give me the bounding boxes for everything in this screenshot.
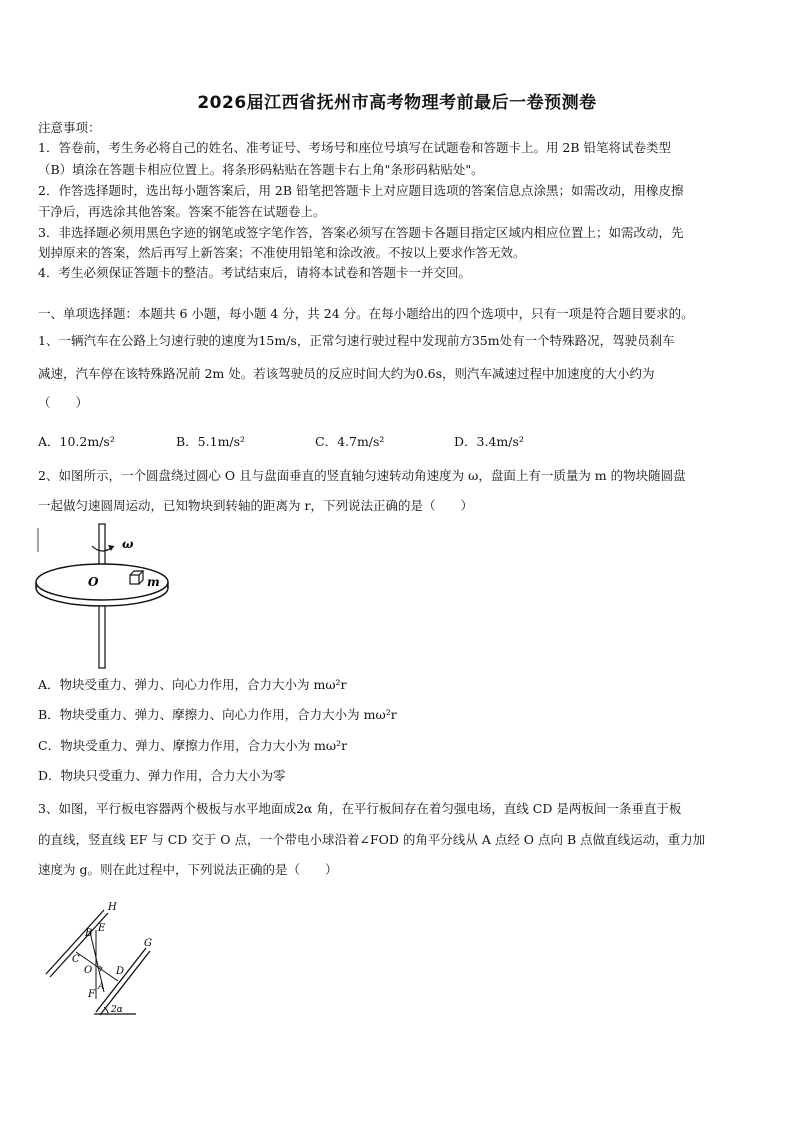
cd-line — [76, 952, 118, 981]
label-angle: 2α — [111, 1005, 123, 1015]
q1-option-d: D．3.4m/s² — [454, 434, 524, 449]
label-o: O — [84, 965, 93, 976]
notice-line: 4．考生必须保证答题卡的整洁。考试结束后，请将本试卷和答题卡一并交回。 — [38, 265, 471, 280]
axle-bottom — [99, 606, 105, 668]
angle-arc — [104, 1007, 108, 1014]
notice-line: 划掉原来的答案，然后再写上新答案；不准使用铅笔和涂改液。不按以上要求作答无效。 — [38, 245, 526, 260]
q2-option-d: D．物块只受重力、弹力作用，合力大小为零 — [38, 768, 286, 783]
label-e: E — [98, 923, 106, 934]
capacitor-figure — [38, 896, 168, 1021]
q3-text: 3、如图，平行板电容器两个极板与水平地面成2α 角，在平行板间存在着匀强电场，直线 CD 是两板间一条垂直于板 — [38, 801, 682, 816]
q2-option-b: B．物块受重力、弹力、摩擦力、向心力作用，合力大小为 mω²r — [38, 707, 397, 722]
notice-line: 干净后，再选涂其他答案。答案不能答在试题卷上。 — [38, 204, 326, 219]
q2-text: 一起做匀速圆周运动，已知物块到转轴的距离为 r，下列说法正确的是（ ） — [38, 498, 473, 513]
q1-option-b: B．5.1m/s² — [176, 434, 246, 449]
mass-label: m — [147, 575, 160, 589]
notice-line: （B）填涂在答题卡相应位置上。将条形码粘贴在答题卡右上角"条形码粘贴处"。 — [38, 162, 484, 177]
label-f: F — [88, 989, 95, 1000]
q1-option-a: A．10.2m/s² — [38, 434, 115, 449]
q3-text: 速度为 g。则在此过程中，下列说法正确的是（ ） — [38, 862, 338, 877]
label-b: B — [85, 928, 93, 939]
notice-line: 2．作答选择题时，选出每小题答案后，用 2B 铅笔把答题卡上对应题目选项的答案信息点涂黑；如需改动，用橡皮擦 — [38, 183, 684, 198]
q2-option-c: C．物块受重力、弹力、摩擦力作用，合力大小为 mω²r — [38, 738, 348, 753]
rotation-arrowhead — [108, 545, 114, 551]
q1-option-c: C．4.7m/s² — [315, 434, 385, 449]
notice-line: 3．非选择题必须用黑色字迹的钢笔或签字笔作答，答案必须写在答题卡各题目指定区域内相应位置上；如需改动，先 — [38, 225, 684, 240]
notice-heading: 注意事项： — [38, 120, 101, 135]
omega-label: ω — [122, 537, 134, 551]
q2-text: 2、如图所示，一个圆盘绕过圆心 O 且与盘面垂直的竖直轴匀速转动角速度为 ω，盘面上有一质量为 m 的物块随圆盘 — [38, 468, 686, 483]
label-a: A — [98, 982, 105, 992]
label-g: G — [144, 938, 152, 949]
q3-text: 的直线，竖直线 EF 与 CD 交于 O 点，一个带电小球沿着∠FOD 的角平分线从 A 点经 O 点向 B 点做直线运动，重力加 — [38, 832, 706, 847]
right-plate-line-2 — [100, 951, 150, 1015]
label-d: D — [116, 966, 125, 977]
section-heading: 一、单项选择题：本题共 6 小题，每小题 4 分，共 24 分。在每小题给出的四个选项中，只有一项是符合题目要求的。 — [38, 306, 694, 321]
rotating-disc-figure — [30, 522, 180, 672]
q1-text: 1、一辆汽车在公路上匀速行驶的速度为15m/s，正常匀速行驶过程中发现前方35m处有一个特殊路况，驾驶员刹车 — [38, 333, 675, 348]
notice-line: 1．答卷前，考生务必将自己的姓名、准考证号、考场号和座位号填写在试题卷和答题卡上。用 2B 铅笔将试卷类型 — [38, 140, 672, 155]
right-plate-line-1 — [96, 948, 146, 1012]
block — [130, 575, 139, 584]
q1-text: （ ） — [38, 395, 89, 410]
label-c: C — [72, 954, 80, 965]
q1-text: 减速，汽车停在该特殊路况前 2m 处。若该驾驶员的反应时间大约为0.6s，则汽车减速过程中加速度的大小约为 — [38, 366, 655, 381]
center-o-label: O — [88, 575, 99, 589]
q2-option-a: A．物块受重力、弹力、向心力作用，合力大小为 mω²r — [38, 677, 347, 692]
page-title: 2026届江西省抚州市高考物理考前最后一卷预测卷 — [197, 93, 597, 113]
label-h: H — [108, 902, 117, 913]
